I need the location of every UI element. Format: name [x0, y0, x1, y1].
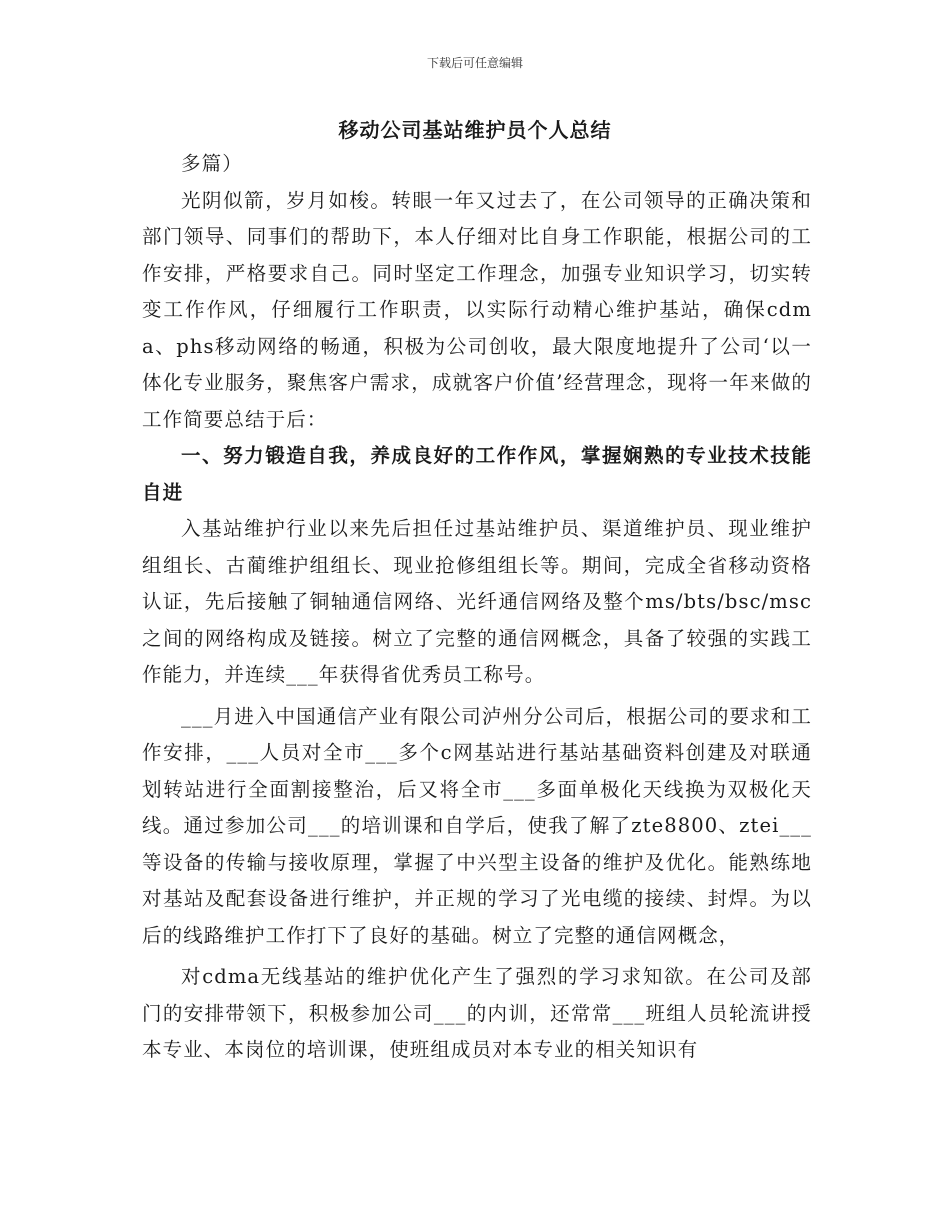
document-title: 移动公司基站维护员个人总结	[338, 118, 612, 142]
document-body	[142, 146, 812, 1069]
header-note: 下载后可任意编辑	[426, 56, 523, 70]
paragraph-intro: 光阴似箭，岁月如梭。转眼一年又过去了，在公司领导的正确决策和部门领导、同事们的帮助下，本人仔细对比自身工作职能，根据公司的工作安排，严格要求自己。同时坚定工作理念，加强专业知识学习，切实转变工作作风，仔细履行工作职责，以实际行动精心维护基站，确保cdma、phs移动网络的畅通，积极为公司创收，最大限度地提升了公司‘以一体化专业服务，聚焦客户需求，成就客户价值’经营理念，现将一年来做的工作简要总结于后：	[142, 188, 812, 431]
paragraph-company-work: ___月进入中国通信产业有限公司泸州分公司后，根据公司的要求和工作安排，___人员对全市___多个c网基站进行基站基础资料创建及对联通划转站进行全面割接整治，后又将全市___多面单极化天线换为双极化天线。通过参加公司___的培训课和自学后，使我了解了zte8800、ztei___等设备的传输与接收原理，掌握了中兴型主设备的维护及优化。能熟练地对基站及配套设备进行维护，并正规的学习了光电缆的接续、封焊。为以后的线路维护工作打下了良好的基础。树立了完整的通信网概念，	[142, 704, 812, 947]
section-heading-1: 一、努力锻造自我，养成良好的工作作风，掌握娴熟的专业技术技能自进	[142, 444, 812, 504]
paragraph-subtitle: 多篇）	[181, 152, 243, 175]
paragraph-training: 对cdma无线基站的维护优化产生了强烈的学习求知欲。在公司及部门的安排带领下，积极参加公司___的内训，还常常___班组人员轮流讲授本专业、本岗位的培训课，使班组成员对本专业的相关知识有	[142, 965, 812, 1061]
paragraph-career: 入基站维护行业以来先后担任过基站维护员、渠道维护员、现业维护组组长、古蔺维护组组长、现业抢修组组长等。期间，完成全省移动资格认证，先后接触了铜轴通信网络、光纤通信网络及整个ms/bts/bsc/msc之间的网络构成及链接。树立了完整的通信网概念，具备了较强的实践工作能力，并连续___年获得省优秀员工称号。	[142, 517, 812, 686]
